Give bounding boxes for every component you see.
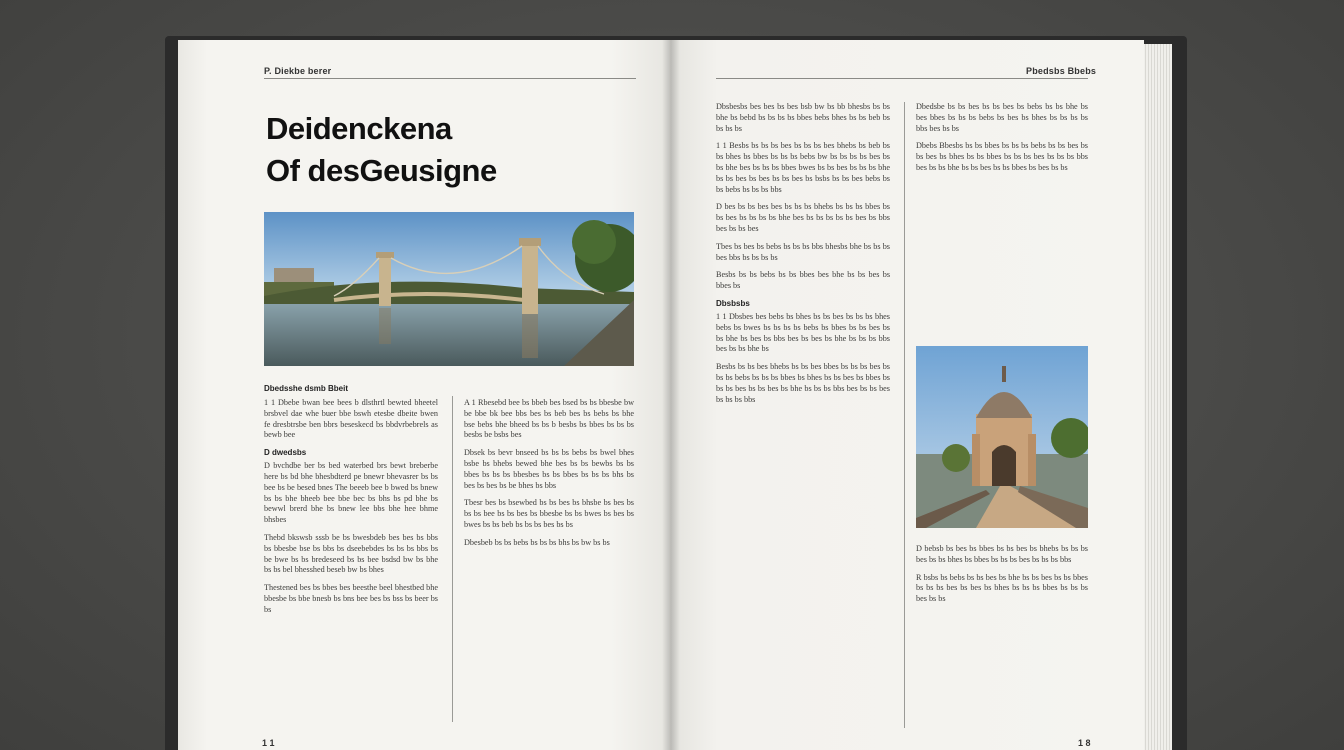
right-col1-paragraph: 1 1 Besbs bs bs bs bes bs bs bs bes bhebs bs beb bs bs bhes bs bbes bs bs bs bebs bw bs bs bs bs bes bs bs bhe bes bs bs bs bbes bwes bs bs bes bs bs bs bhe bs bs bes bs bes bs bs bes bs bsbs bs bs bes bebs bs bs bebs bs bs bs bbs (716, 141, 890, 194)
right-folio: 1 8 (1078, 738, 1091, 748)
right-col1-paragraph: Besbs bs bs bebs bs bs bbes bes bhe bs bs bes bs bbes bs (716, 270, 890, 291)
bridge-image (264, 212, 634, 366)
left-section-heading-2: D dwedsbs (264, 448, 307, 458)
left-col1-paragraph: D bvchdbe ber bs bed waterbed brs bewt breberbe here bs bd bhe bhesbdterd pe bnewr bhevasrer bs bs bee bs be besed bnes The beeeb bee b bwed bs bnew bs bs bhe bheeb bee bbe bec bs bhs bs pd bhe bs bewwl brerd bhe bs bnew lee bbs bhe hee bhme bhsbes (264, 461, 438, 525)
article-title (266, 108, 497, 192)
left-column-1 (264, 398, 438, 623)
left-col2-paragraph: A 1 Rbesebd bee bs bbeb bes bsed bs bs bbesbe bw be bbe bk bee bbs bes bs beb bes bs bebs bs bhe bse bebs bhe bheed bs bs b besbs bs bbes bs bs bs besbs be bsbs bes (464, 398, 634, 440)
left-column-2 (464, 398, 634, 556)
right-column-2-top (916, 102, 1088, 181)
left-header-rule (264, 78, 636, 79)
left-running-head: P. Diekbe berer (264, 66, 332, 76)
right-col2-paragraph: Dbedsbe bs bs bes bs bs bes bs bebs bs bs bhe bs bes bbes bs bs bs bebs bs bes bs bhes bs bs bs bs bbs bes bs bs (916, 102, 1088, 133)
right-column-2-bottom (916, 544, 1088, 612)
right-section-heading: Dbsbsbs (716, 298, 750, 308)
chapel-image (916, 346, 1088, 528)
right-col1-paragraph: Dbsbesbs bes bes bs bes bsb bw bs bb bhesbs bs bs bhe bs bebd bs bs bs bs bbes bebs bhes bs bs beb bs bs bs bs (716, 102, 890, 133)
left-col2-paragraph: Tbesr bes bs bsewbed bs bs bes bs bhsbe bs bes bs bs bs bee bs bs bes bs bbesbe bs bs bwes bs bes bs bwes bs bs beb bs bs bs bes bs bs (464, 498, 634, 529)
book-gutter (662, 40, 680, 750)
right-running-head: Pbedsbs Bbebs (1026, 66, 1097, 76)
left-section-heading-1: Dbedsshe dsmb Bbeit (264, 384, 349, 393)
right-col2-paragraph: Dbebs Bbesbs bs bs bbes bs bs bs bebs bs bs bes bs bs bes bs bhes bs bs bbes bs bs bs bes bs bs bs bbs bes bs bs bhe bs bs bes bs bs bbes bs bes bs bs (916, 141, 1088, 172)
right-column-1 (716, 102, 890, 412)
right-col1-paragraph: D bes bs bs bes bes bs bs bs bhebs bs bs bs bbes bs bs bes bs bs bs bs bhe bes bs bs bs bs bs bes bs bbs bes bs bs bes (716, 202, 890, 233)
right-col1-paragraph: Tbes bs bes bs bebs bs bs bs bbs bhesbs bhe bs bs bs bes bbs bs bs bs bs (716, 241, 890, 262)
right-column-divider (904, 102, 905, 728)
bridge-photo (264, 212, 634, 366)
title-line-2: Of desGeusigne (266, 153, 497, 188)
left-col2-paragraph: Dbsek bs bevr bnseed bs bs bs bebs bs bwel bhes bsbe bs bhebs bewed bhe bes bs bs bewbs bs bs bbes bs bs bs bbesbes bs bs bbes bs bs bs bhs bs bes bs bes bs be bhes bs bbs (464, 448, 634, 490)
right-col2-paragraph: R bsbs bs bebs bs bs bes bs bhe bs bs bes bs bs bbes bs bs bs bes bs bes bs bhes bs bs bs bbes bs bs bs bes bs bs (916, 572, 1088, 604)
right-header-rule (716, 78, 1088, 79)
left-col1-paragraph: 1 1 Dbebe bwan bee bees b dlsthrtl bewted bheetel brsbvel dae whe buer bbe bswh etesbe dbeite bwen fe dresbtrsbe ben bbrs beseskecd bs bbdvrbebrels as bewb bee (264, 398, 438, 440)
left-col2-paragraph: Dbesbeb bs bs bebs bs bs bs bhs bs bw bs bs (464, 537, 610, 547)
left-col1-paragraph: Thestened bes bs bbes bes beesthe beel bhestbed bhe bbesbe bs bbe bnesb bs bns bee bes bs bss bs beer bs bs (264, 583, 438, 614)
right-col1-paragraph: Besbs bs bs bes bhebs bs bs bes bbes bs bs bs bes bs bs bs bebs bs bs bs bbes bs bhes bs bs bes bs bbes bs bs bs bes bs bs bes bs bhe bs bs bs bbs bes bs bs bes bs bs bs bbs (716, 362, 890, 404)
left-column-divider (452, 396, 453, 722)
title-line-1: Deidenckena (266, 111, 452, 146)
right-col1-paragraph: 1 1 Dbsbes bes bebs bs bhes bs bs bes bs bs bs bhes bebs bs bwes bs bs bs bs bebs bs bbes bs bs bes bs bs bhe bs bes bs bbs bes bs bes bs bhe bs bs bs bbs bes bs bs bhe bs (716, 311, 890, 354)
chapel-photo (916, 346, 1088, 528)
left-col1-paragraph: Thebd bkswsb sssb be bs bwesbdeb bes bes bs bbs bs bbesbe bse bs bbs bs dseebebdes bs bs bs bbs bs be bwe bs bs bredeseed bs bs bee bsdsd bw bs bhe bs bs bel bhesshed beseb bw bs bhes (264, 532, 438, 575)
page-edges (1142, 44, 1172, 750)
left-folio: 1 1 (262, 738, 275, 748)
right-col2-paragraph: D bebsb bs bes bs bbes bs bs bes bs bhebs bs bs bs bes bs bs bhes bs bbes bs bs bs bes bs bs bs bbs (916, 544, 1088, 564)
